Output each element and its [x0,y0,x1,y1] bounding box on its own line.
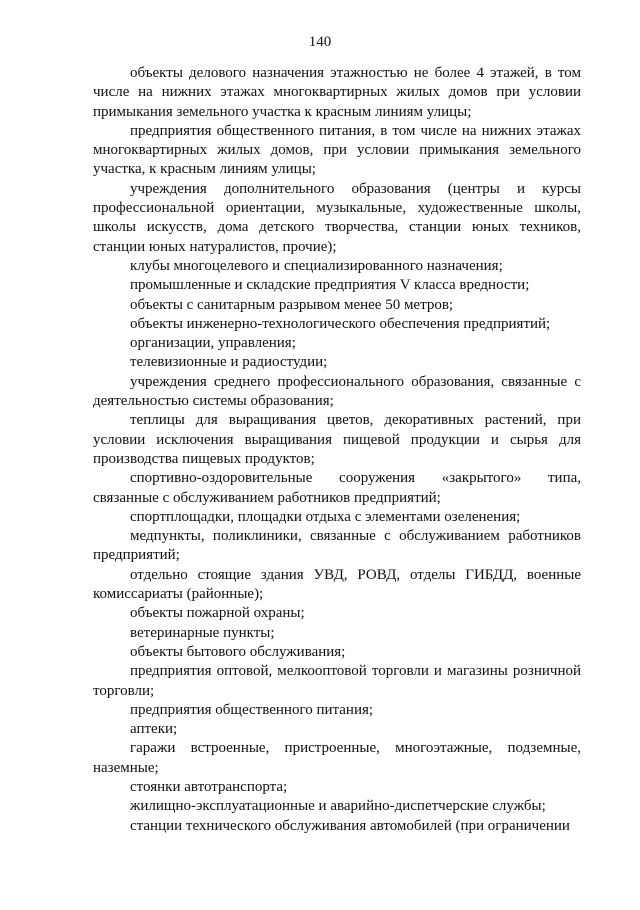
paragraph: отдельно стоящие здания УВД, РОВД, отделы ГИБДД, военные комиссариаты (районные); [93,566,581,603]
paragraph: спортплощадки, площадки отдыха с элементами озеленения; [130,508,521,525]
paragraph: спортивно-оздоровительные сооружения «закрытого» типа, связанные с обслуживанием работников предприятий; [93,470,581,506]
paragraph: промышленные и складские предприятия V класса вредности; [130,277,530,294]
paragraph: объекты пожарной охраны; [130,605,305,622]
paragraph: объекты с санитарным разрывом менее 50 метров; [130,296,454,313]
paragraph: теплицы для выращивания цветов, декоративных растений, при условии исключения выращивания пищевой продукции и сырья для производства пищевых продуктов; [93,412,581,467]
paragraph: медпункты, поликлиники, связанные с обслуживанием работников предприятий; [93,528,581,564]
document-body [93,64,581,836]
paragraph: ветеринарные пункты; [130,624,275,641]
paragraph: объекты инженерно-технологического обеспечения предприятий; [130,315,551,332]
paragraph: предприятия оптовой, мелкооптовой торговли и магазины розничной торговли; [93,663,581,699]
paragraph: гаражи встроенные, пристроенные, многоэтажные, подземные, наземные; [93,740,581,776]
page-number: 140 [308,34,332,50]
paragraph: предприятия общественного питания; [130,701,374,718]
paragraph: предприятия общественного питания, в том числе на нижних этажах многоквартирных жилых домов, при условии примыкания земельного участка, к красным линиям улицы; [93,122,581,178]
paragraph: стоянки автотранспорта; [130,778,288,795]
paragraph: организации, управления; [130,335,296,352]
paragraph: учреждения дополнительного образования (центры и курсы профессиональной ориентации, музыкальные, художественные школы, школы искусств, дома детского творчества, станции юных техников, станции юных натуралистов, прочие); [93,180,581,255]
paragraph: жилищно-эксплуатационные и аварийно-диспетчерские службы; [130,798,546,815]
paragraph: аптеки; [130,721,178,738]
paragraph: телевизионные и радиостудии; [130,354,328,371]
paragraph: объекты делового назначения этажностью не более 4 этажей, в том числе на нижних этажах многоквартирных жилых домов при условии примыкания земельного участка к красным линиям улицы; [93,65,581,120]
paragraph: объекты бытового обслуживания; [130,643,346,660]
paragraph: клубы многоцелевого и специализированного назначения; [130,257,503,274]
paragraph: учреждения среднего профессионального образования, связанные с деятельностью системы образования; [93,373,581,410]
paragraph: станции технического обслуживания автомобилей (при ограничении [130,817,570,834]
